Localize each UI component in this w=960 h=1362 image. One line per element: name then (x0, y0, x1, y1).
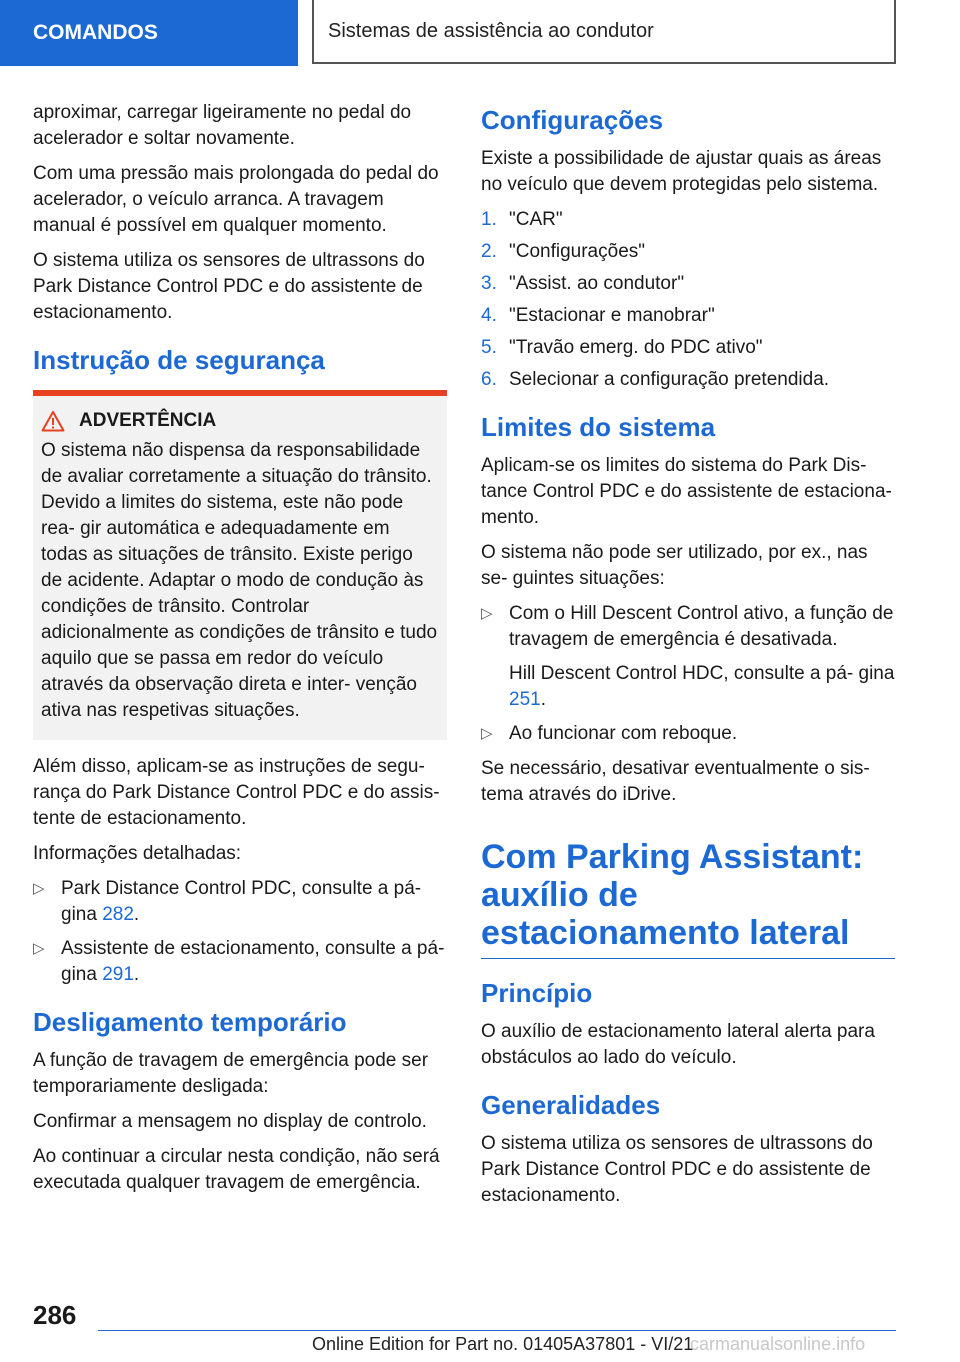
step-item: 5. "Travão emerg. do PDC ativo" (481, 337, 763, 358)
chapter-title: Sistemas de assistência ao condutor (312, 0, 896, 64)
section-tab: COMANDOS (0, 0, 298, 66)
paragraph: Ao continuar a circular nesta condição, não será executada qualquer travagem de emergência. (33, 1146, 440, 1193)
warning-title (41, 410, 439, 432)
paragraph: Com uma pressão mais prolongada do pedal do acelerador, o veículo arranca. A travagem manual é possível em qualquer momento. (33, 163, 439, 236)
details-list (33, 876, 447, 988)
warning-triangle-icon (41, 410, 65, 432)
paragraph: aproximar, carregar ligeiramente no pedal do acelerador e soltar novamente. (33, 102, 412, 149)
list-item: ▷ Park Distance Control PDC, consulte a pá- gina 282. (33, 878, 422, 925)
step-item: 3. "Assist. ao condutor" (481, 273, 685, 294)
warning-text: O sistema não dispensa da responsabilidade de avaliar corretamente a situação do trânsito. Devido a limites do sistema, este não pode rea- gir automática e adequadamente em todas as situações de trânsito. Existe perigo de acidente. Adaptar o modo de condução às condições de trânsito. Controlar adicionalmente as condições de trânsito e tudo aquilo que se passa em redor do veículo através da observação direta e inter- venção ativa nas respetivas situações. (41, 440, 438, 721)
watermark-text: carmanualsonline.info (690, 1334, 866, 1354)
safety-heading: Instrução de segurança (33, 345, 325, 375)
edition-text: Online Edition for Part no. 01405A37801 - VI/21 (312, 1334, 694, 1354)
paragraph: A função de travagem de emergência pode ser temporariamente desligada: (33, 1050, 429, 1097)
step-item: 2. "Configurações" (481, 241, 646, 262)
paragraph: Confirmar a mensagem no display de controlo. (33, 1111, 427, 1132)
page-number: 286 (33, 1300, 77, 1330)
paragraph: Existe a possibilidade de ajustar quais as áreas no veículo que devem protegidas pelo sistema. (481, 148, 882, 195)
paragraph: Aplicam-se os limites do sistema do Park Dis- tance Control PDC e do assistente de estaciona- mento. (481, 455, 892, 528)
principle-heading: Princípio (481, 978, 593, 1008)
right-column (481, 100, 895, 1218)
triangle-bullet-icon: ▷ (481, 605, 493, 622)
general-heading: Generalidades (481, 1090, 661, 1120)
limits-heading: Limites do sistema (481, 412, 716, 442)
footer-divider (98, 1330, 896, 1331)
paragraph: O sistema utiliza os sensores de ultrassons do Park Distance Control PDC e do assistente de estacionamento. (33, 250, 425, 323)
step-item: 6. Selecionar a configuração pretendida. (481, 369, 830, 390)
list-item: ▷ Assistente de estacionamento, consulte a pá- gina 291. (33, 938, 445, 985)
page-link-291[interactable]: 291 (102, 964, 134, 985)
triangle-bullet-icon: ▷ (33, 880, 45, 897)
step-item: 4. "Estacionar e manobrar" (481, 305, 715, 326)
details-label: Informações detalhadas: (33, 843, 242, 864)
temporary-off-heading: Desligamento temporário (33, 1007, 347, 1037)
page-header (0, 0, 960, 66)
left-column (33, 100, 447, 1205)
warning-box (33, 396, 447, 740)
parking-assistant-heading: Com Parking Assistant: auxílio de estacionamento lateral (481, 838, 895, 959)
paragraph: Se necessário, desativar eventualmente o sis- tema através do iDrive. (481, 758, 870, 805)
limits-list (481, 601, 895, 747)
paragraph: O sistema não pode ser utilizado, por ex., nas se- guintes situações: (481, 542, 868, 589)
triangle-bullet-icon: ▷ (33, 940, 45, 957)
settings-heading: Configurações (481, 105, 664, 135)
list-item: ▷ Com o Hill Descent Control ativo, a função de travagem de emergência é desativada. Hill Descent Control HDC, consulte a pá- gina 251. (481, 601, 895, 713)
page-link-251[interactable]: 251 (509, 689, 541, 710)
list-item: ▷ Ao funcionar com reboque. (481, 721, 895, 747)
step-item: 1. "CAR" (481, 209, 563, 230)
page-link-282[interactable]: 282 (102, 904, 134, 925)
sub-paragraph: Hill Descent Control HDC, consulte a pá- gina 251. (509, 663, 895, 710)
warning-label: ADVERTÊNCIA (79, 410, 217, 431)
paragraph: Além disso, aplicam-se as instruções de segu- rança do Park Distance Control PDC e do assis- tente de estacionamento. (33, 756, 440, 829)
paragraph: O sistema utiliza os sensores de ultrassons do Park Distance Control PDC e do assistente de estacionamento. (481, 1133, 873, 1206)
page-footer (0, 1290, 960, 1362)
triangle-bullet-icon: ▷ (481, 725, 493, 742)
settings-steps (481, 207, 895, 393)
paragraph: O auxílio de estacionamento lateral alerta para obstáculos ao lado do veículo. (481, 1021, 875, 1068)
